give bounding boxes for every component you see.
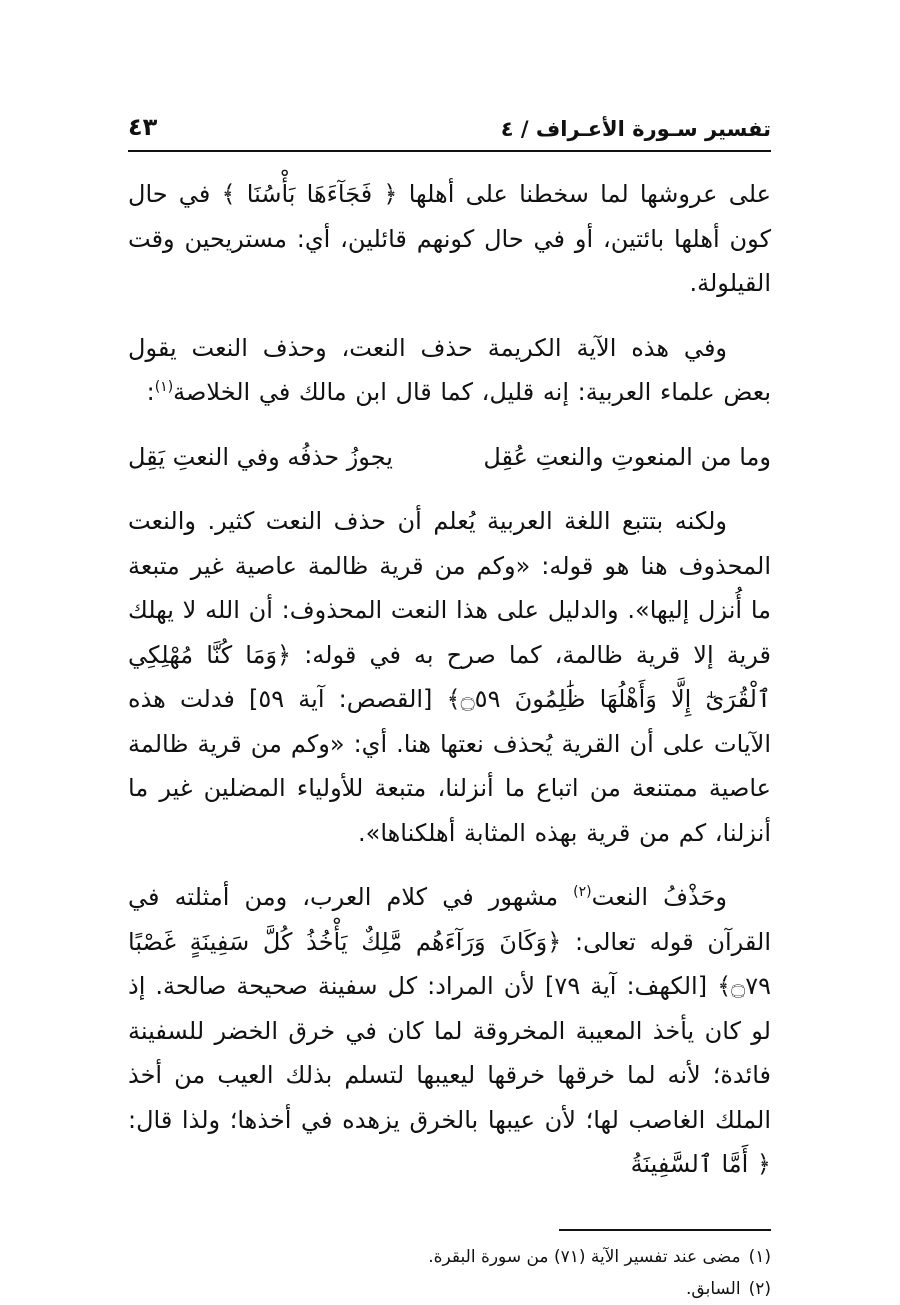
paragraph-2 (128, 326, 771, 415)
footnotes (128, 1241, 771, 1305)
verse-first-hemistich: وما من المنعوتِ والنعتِ عُقِل (483, 442, 771, 471)
footnote-separator (559, 1229, 771, 1231)
poetry-verse (128, 435, 771, 480)
footnote-1-text: مضى عند تفسير الآية (٧١) من سورة البقرة. (428, 1246, 741, 1267)
footnote-2-text: السابق. (686, 1278, 741, 1299)
running-header (128, 100, 771, 142)
footnote-2-number: (٢) (748, 1278, 771, 1299)
page-body (128, 172, 771, 1187)
footnote-2 (128, 1273, 771, 1305)
paragraph-2-text: وفي هذه الآية الكريمة حذف النعت، وحذف النعت يقول بعض علماء العربية: إنه قليل، كما قال ابن مالك في الخلاصة (128, 333, 771, 406)
paragraph-4 (128, 875, 771, 1187)
header-rule (128, 150, 771, 152)
paragraph-2-ending: : (146, 378, 155, 406)
footnote-1 (128, 1241, 771, 1273)
running-title: تفسير سـورة الأعـراف / ٤ (500, 116, 771, 141)
paragraph-4-opening: وحَذْفُ النعت (591, 883, 727, 911)
paragraph-3: ولكنه بتتبع اللغة العربية يُعلم أن حذف النعت كثير. والنعت المحذوف هنا هو قوله: «وكم من قرية ظالمة عاصية غير متبعة ما أُنزل إليها». والدليل على هذا النعت المحذوف: أن الله لا يهلك قرية إلا قرية ظالمة، كما صرح به في قوله: ﴿وَمَا كُنَّا مُهْلِكِي ٱلْقُرَىٰٓ إِلَّا وَأَهْلُهَا ظَٰلِمُونَ ۝٥٩﴾ [القصص: آية ٥٩] فدلت هذه الآيات على أن القرية يُحذف نعتها هنا. أي: «وكم من قرية ظالمة عاصية ممتنعة من اتباع ما أنزلنا، متبعة للأولياء المضلين غير ما أنزلنا، كم من قرية بهذه المثابة أهلكناها». (128, 507, 772, 847)
paragraph-4-text: مشهور في كلام العرب، ومن أمثلته في القرآن قوله تعالى: ﴿وَكَانَ وَرَآءَهُم مَّلِكٌ يَأْخُذُ كُلَّ سَفِينَةٍ غَصْبًا ۝٧٩﴾ [الكهف: آية ٧٩] لأن المراد: كل سفينة صحيحة صالحة. إذ لو كان يأخذ المعيبة المخروقة لما كان في خرق الخضر للسفينة فائدة؛ لأنه لما خرقها خرقها ليعيبها لتسلم بذلك العيب من أخذ الملك الغاصب لها؛ لأن عيبها بالخرق يزهده في أخذها؛ ولذا قال: ﴿ أَمَّا ٱلسَّفِينَةُ (128, 883, 771, 1178)
footnote-reference-2[interactable]: (٢) (573, 884, 592, 900)
book-page (128, 100, 771, 1305)
paragraph-1: على عروشها لما سخطنا على أهلها ﴿ فَجَآءَهَا بَأْسُنَا ﴾ في حال كون أهلها بائتين، أو في حال كونهم قائلين، أي: مستريحين وقت القيلولة. (128, 180, 771, 297)
footnote-reference-1[interactable]: (١) (154, 379, 174, 395)
footnote-1-number: (١) (748, 1246, 771, 1267)
page-number: ٤٣ (128, 113, 158, 142)
verse-second-hemistich: يجوزُ حذفُه وفي النعتِ يَقِل (128, 442, 393, 471)
